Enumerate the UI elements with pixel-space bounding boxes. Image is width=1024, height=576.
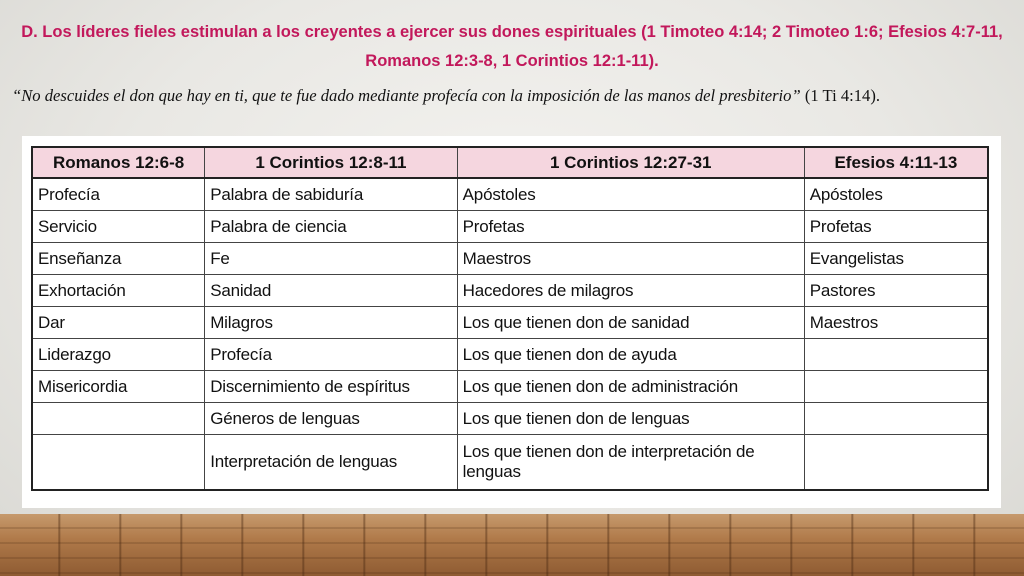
table-cell: Discernimiento de espíritus	[205, 371, 457, 403]
slide-title: D. Los líderes fieles estimulan a los creyentes a ejercer sus dones espirituales (1 Timoteo 4:14; 2 Timoteo 1:6; Efesios 4:7-11, Romanos 12:3-8, 1 Corintios 12:1-11).	[21, 23, 1003, 70]
table-cell: Evangelistas	[804, 243, 988, 275]
table-cell: Los que tienen don de lenguas	[457, 403, 804, 435]
spiritual-gifts-table	[31, 146, 989, 491]
header-romanos: Romanos 12:6-8	[32, 147, 205, 178]
table-row	[32, 435, 988, 491]
table-row	[32, 403, 988, 435]
quote-reference: (1 Ti 4:14).	[800, 86, 881, 105]
table-cell	[804, 435, 988, 491]
table-cell: Liderazgo	[32, 339, 205, 371]
table-cell: Misericordia	[32, 371, 205, 403]
table-cell: Apóstoles	[804, 178, 988, 211]
table-cell: Géneros de lenguas	[205, 403, 457, 435]
header-1-corintios-8-11: 1 Corintios 12:8-11	[205, 147, 457, 178]
header-1-corintios-27-31: 1 Corintios 12:27-31	[457, 147, 804, 178]
wood-floor-background	[0, 514, 1024, 576]
table-cell	[804, 339, 988, 371]
table-row	[32, 339, 988, 371]
table-cell: Palabra de ciencia	[205, 211, 457, 243]
table-cell: Hacedores de milagros	[457, 275, 804, 307]
table-cell: Enseñanza	[32, 243, 205, 275]
table-row	[32, 211, 988, 243]
table-cell: Sanidad	[205, 275, 457, 307]
table-cell: Profecía	[205, 339, 457, 371]
table-cell: Los que tienen don de administración	[457, 371, 804, 403]
table-cell: Profetas	[457, 211, 804, 243]
table-cell: Los que tienen don de sanidad	[457, 307, 804, 339]
table-cell	[804, 371, 988, 403]
table-cell: Pastores	[804, 275, 988, 307]
table-row	[32, 178, 988, 211]
table-cell	[32, 435, 205, 491]
table-cell	[32, 403, 205, 435]
table-cell: Milagros	[205, 307, 457, 339]
gifts-table-panel	[22, 136, 1001, 508]
table-cell: Los que tienen don de interpretación de lenguas	[457, 435, 804, 491]
header-efesios: Efesios 4:11-13	[804, 147, 988, 178]
table-cell: Maestros	[457, 243, 804, 275]
table-cell: Palabra de sabiduría	[205, 178, 457, 211]
table-cell: Interpretación de lenguas	[205, 435, 457, 491]
table-cell: Dar	[32, 307, 205, 339]
table-header-row	[32, 147, 988, 178]
table-row	[32, 307, 988, 339]
table-row	[32, 275, 988, 307]
table-cell: Los que tienen don de ayuda	[457, 339, 804, 371]
table-cell: Profetas	[804, 211, 988, 243]
table-cell: Servicio	[32, 211, 205, 243]
table-cell: Profecía	[32, 178, 205, 211]
table-cell: Fe	[205, 243, 457, 275]
table-row	[32, 243, 988, 275]
table-row	[32, 371, 988, 403]
table-cell: Exhortación	[32, 275, 205, 307]
quote-text: “No descuides el don que hay en ti, que te fue dado mediante profecía con la imposición de las manos del presbiterio”	[12, 86, 801, 105]
scripture-quote	[12, 86, 1022, 106]
table-cell: Maestros	[804, 307, 988, 339]
table-cell: Apóstoles	[457, 178, 804, 211]
table-cell	[804, 403, 988, 435]
